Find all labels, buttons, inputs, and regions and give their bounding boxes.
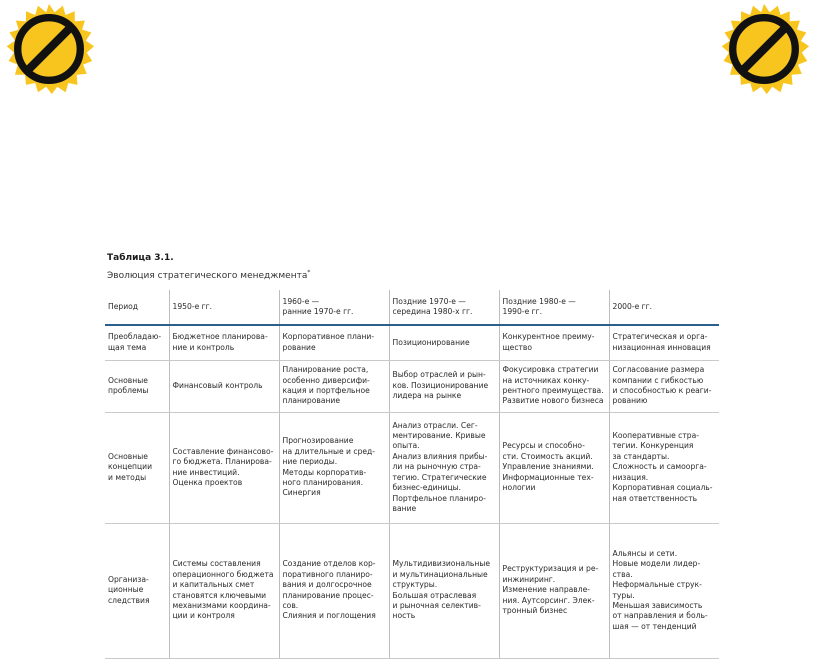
table-cell: Согласование размера компании с гибкостью и способностью к реаги- рованию: [609, 360, 719, 412]
table-cell: Ресурсы и способно- сти. Стоимость акций. Управление знаниями. Информационные тех- нологии: [499, 412, 609, 523]
row-label: Основные проблемы: [105, 360, 169, 412]
header-cell: 1960-е — ранние 1970-е гг.: [279, 290, 389, 325]
table-cell: Прогнозирование на длительные и сред- ние периоды. Методы корпоратив- ного планирования. Синергия: [279, 412, 389, 523]
table-row: [105, 360, 719, 412]
table-cell: Кооперативные стра- тегии. Конкуренция за стандарты. Сложность и самоорга- низация. Корпоративная социаль- ная ответственность: [609, 412, 719, 523]
table-header-row: [105, 290, 719, 325]
table-caption-title: Таблица 3.1.: [107, 253, 174, 263]
table-cell: Создание отделов кор- поративного планиро- вания и долгосрочное планирование процес- сов. Слияния и поглощения: [279, 523, 389, 658]
table-cell: Фокусировка стратегии на источниках конку- рентного преимущества. Развитие нового бизнеса: [499, 360, 609, 412]
row-label: Преобладаю- щая тема: [105, 325, 169, 360]
strategy-evolution-table: [105, 290, 719, 659]
table-cell: Бюджетное планирова- ние и контроль: [169, 325, 279, 360]
prohibition-sign-icon: [718, 3, 810, 95]
table-row: [105, 412, 719, 523]
row-label: Организа- ционные следствия: [105, 523, 169, 658]
table-cell: Составление финансово- го бюджета. Планирова- ние инвестиций. Оценка проектов: [169, 412, 279, 523]
header-cell: 1950-е гг.: [169, 290, 279, 325]
table-row: [105, 523, 719, 658]
table-row: [105, 325, 719, 360]
table-cell: Реструктуризация и ре- инжиниринг. Изменение направле- ния. Аутсорсинг. Элек- тронный бизнес: [499, 523, 609, 658]
table-cell: Мультидивизиональные и мультинациональные структуры. Большая отраслевая и рыночная селектив- ность: [389, 523, 499, 658]
header-cell: Поздние 1970-е — середина 1980-х гг.: [389, 290, 499, 325]
footnote-mark: *: [307, 269, 311, 276]
table-cell: Системы составления операционного бюджета и капитальных смет становятся ключевыми механизмами координа- ции и контроля: [169, 523, 279, 658]
prohibition-sign-icon: [3, 3, 95, 95]
table-cell: Анализ отрасли. Сег- ментирование. Кривые опыта. Анализ влияния прибы- ли на рыночную стра- тегию. Стратегические бизнес-единицы. Портфельное планиро- вание: [389, 412, 499, 523]
table-cell: Позиционирование: [389, 325, 499, 360]
header-cell-period: Период: [105, 290, 169, 325]
row-label: Основные концепции и методы: [105, 412, 169, 523]
table-cell: Финансовый контроль: [169, 360, 279, 412]
table-cell: Альянсы и сети. Новые модели лидер- ства. Неформальные струк- туры. Меньшая зависимость от направления и боль- шая — от тенденций: [609, 523, 719, 658]
table-cell: Стратегическая и орга- низационная инновация: [609, 325, 719, 360]
table-cell: Выбор отраслей и рын- ков. Позиционирование лидера на рынке: [389, 360, 499, 412]
table-cell: Корпоративное плани- рование: [279, 325, 389, 360]
header-cell: 2000-е гг.: [609, 290, 719, 325]
table-cell: Планирование роста, особенно диверсифи- кация и портфельное планирование: [279, 360, 389, 412]
header-cell: Поздние 1980-е — 1990-е гг.: [499, 290, 609, 325]
table-cell: Конкурентное преиму- щество: [499, 325, 609, 360]
table-caption-subtitle: Эволюция стратегического менеджмента*: [107, 269, 311, 281]
